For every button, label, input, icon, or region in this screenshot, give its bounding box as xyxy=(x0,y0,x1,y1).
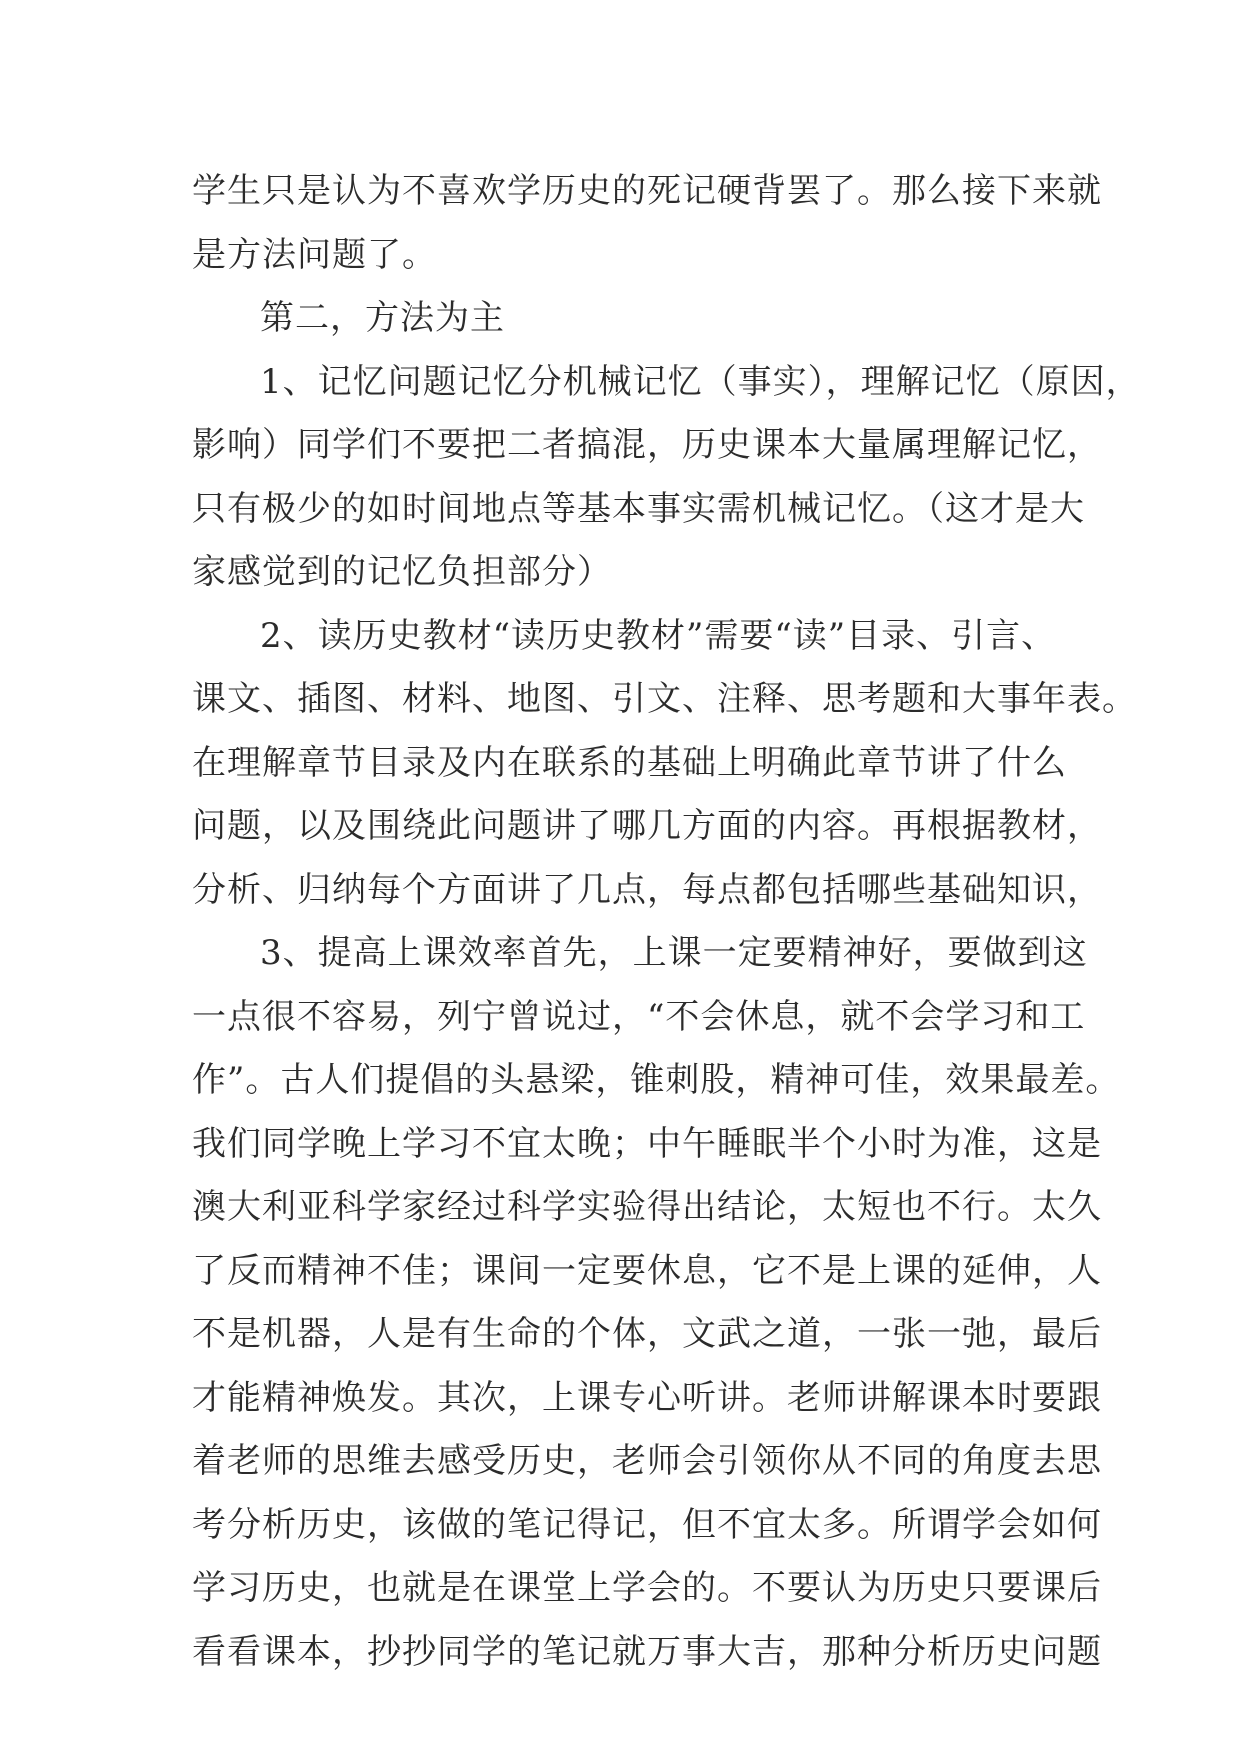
text-line: 3、提高上课效率首先，上课一定要精神好，要做到这 xyxy=(260,933,1088,973)
text-line: 我们同学晚上学习不宜太晚；中午睡眠半个小时为准，这是 xyxy=(192,1123,1102,1164)
text-line: 影响）同学们不要把二者搞混，历史课本大量属理解记忆， xyxy=(192,425,1102,465)
text-line: 学生只是认为不喜欢学历史的死记硬背罢了。那么接下来就 xyxy=(192,171,1102,211)
text-line: 作”。古人们提倡的头悬梁，锥刺股，精神可佳，效果最差。 xyxy=(192,1060,1121,1100)
text-line: 澳大利亚科学家经过科学实验得出结论，太短也不行。太久 xyxy=(192,1187,1102,1227)
text-line: 2、读历史教材“读历史教材”需要“读”目录、引言、 xyxy=(260,615,1057,656)
text-line: 课文、插图、材料、地图、引文、注释、思考题和大事年表。 xyxy=(192,679,1137,719)
text-line: 学习历史，也就是在课堂上学会的。不要认为历史只要课后 xyxy=(192,1568,1102,1608)
text-line: 不是机器，人是有生命的个体，文武之道，一张一弛，最后 xyxy=(192,1314,1102,1354)
text-line: 1、记忆问题记忆分机械记忆（事实），理解记忆（原因， xyxy=(260,361,1141,402)
text-line: 只有极少的如时间地点等基本事实需机械记忆。（这才是大 xyxy=(192,488,1085,529)
text-line: 在理解章节目录及内在联系的基础上明确此章节讲了什么 xyxy=(192,742,1067,783)
document-body xyxy=(192,160,1141,1684)
text-line: 家感觉到的记忆负担部分） xyxy=(192,552,612,592)
text-line: 分析、归纳每个方面讲了几点，每点都包括哪些基础知识， xyxy=(192,869,1102,910)
text-line: 看看课本，抄抄同学的笔记就万事大吉，那种分析历史问题 xyxy=(192,1631,1102,1672)
text-line: 才能精神焕发。其次，上课专心听讲。老师讲解课本时要跟 xyxy=(192,1377,1102,1418)
section-heading: 第二，方法为主 xyxy=(260,298,505,338)
text-line: 是方法问题了。 xyxy=(192,234,437,275)
text-line: 问题，以及围绕此问题讲了哪几方面的内容。再根据教材， xyxy=(192,806,1102,846)
text-line: 一点很不容易，列宁曾说过，“不会休息，就不会学习和工 xyxy=(192,996,1086,1037)
text-line: 考分析历史，该做的笔记得记，但不宜太多。所谓学会如何 xyxy=(192,1504,1102,1545)
text-line: 了反而精神不佳；课间一定要休息，它不是上课的延伸，人 xyxy=(192,1250,1102,1291)
text-line: 着老师的思维去感受历史，老师会引领你从不同的角度去思 xyxy=(192,1441,1102,1481)
